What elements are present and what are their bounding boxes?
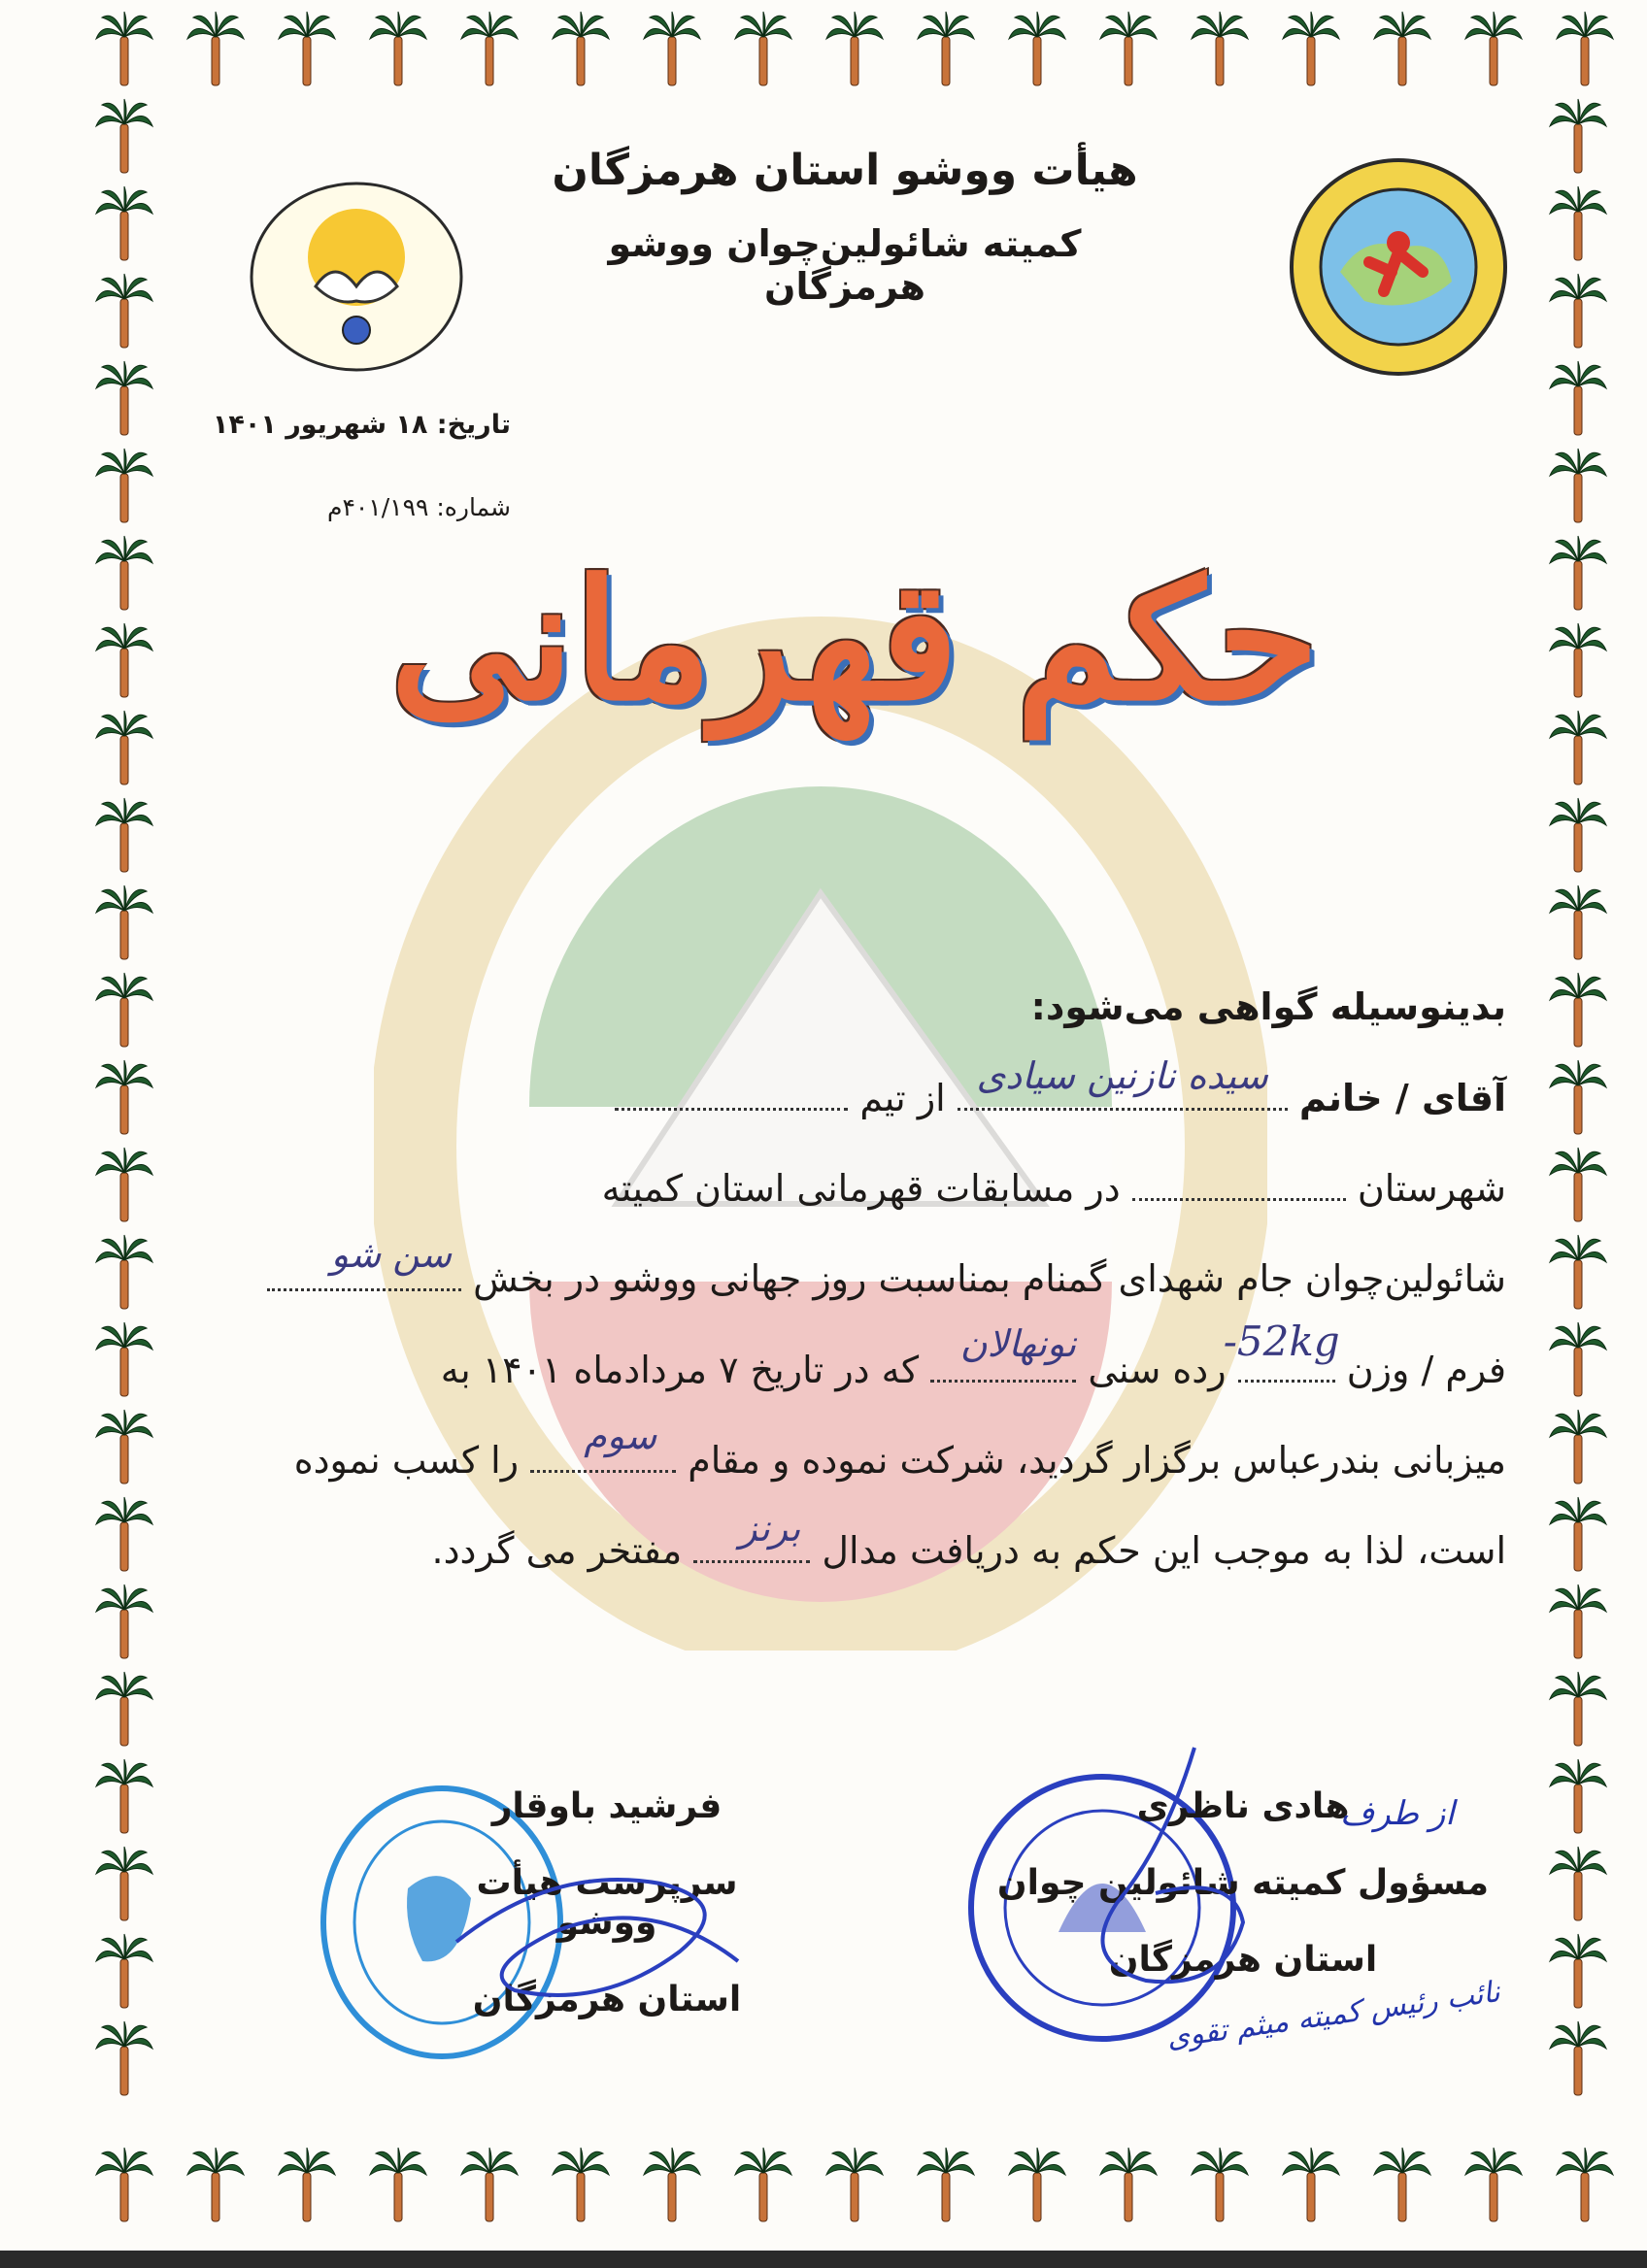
name-field [958,1054,1288,1111]
palm-tree-icon [94,10,154,87]
palm-tree-icon [94,447,154,524]
rank-suffix: را کسب نموده [293,1439,520,1482]
line-medal [431,1507,1506,1572]
palm-tree-icon [1548,534,1608,612]
palm-tree-icon [94,359,154,437]
hormozgan-wushu-logo [1287,155,1510,379]
intro-line: بدینوسیله گواهی می‌شود: [1030,985,1506,1028]
line-name [615,1054,1506,1119]
palm-tree-icon [277,10,337,87]
signer-left-place: استان هرمزگان [472,1980,742,2019]
palm-tree-icon [1548,709,1608,786]
competition-text: در مسابقات قهرمانی استان کمیته [601,1167,1121,1210]
palm-tree-icon [1555,10,1615,87]
weight-value: 52kg- [1223,1317,1340,1365]
city-label: شهرستان [1357,1167,1506,1210]
palm-tree-icon [185,10,246,87]
medal-text: است، لذا به موجب این حکم به دریافت مدال [822,1529,1506,1572]
deputy-signature-note: نائب رئیس کمیته میثم تقوی [1164,1975,1502,2055]
palm-tree-icon [1548,1845,1608,1922]
age-value: نونهالان [959,1322,1077,1365]
signature-right-scribble [1000,1728,1272,2039]
palm-tree-icon [1555,2146,1615,2223]
palm-tree-icon [94,1583,154,1660]
date-text: که در تاریخ ۷ مردادماه ۱۴۰۱ به [440,1349,920,1391]
signer-right-name: هادی ناظری [1136,1786,1350,1826]
palm-tree-icon [1548,1146,1608,1223]
palm-tree-icon [94,272,154,350]
palm-tree-icon [94,884,154,961]
federation-watermark [374,602,1267,1651]
palm-tree-icon [94,1757,154,1835]
palm-tree-icon [94,1408,154,1485]
palm-tree-icon [1463,2146,1524,2223]
signer-left-role: سرپرست هیأت ووشو [476,1863,738,1943]
palm-tree-icon [733,2146,793,2223]
palm-tree-icon [1281,2146,1341,2223]
city-field [1132,1188,1346,1201]
palm-tree-icon [1548,1408,1608,1485]
palm-tree-icon [1548,2019,1608,2097]
palm-tree-icon [1098,2146,1159,2223]
palm-tree-icon [94,971,154,1049]
title-label: آقای / خانم [1298,1077,1506,1119]
palm-tree-icon [94,1845,154,1922]
palm-tree-icon [94,796,154,874]
palm-tree-icon [1190,2146,1250,2223]
palm-tree-icon [94,1495,154,1573]
certificate-title: حکم قهرمانی [389,544,1320,738]
palm-tree-icon [1548,272,1608,350]
palm-tree-icon [1098,10,1159,87]
palm-tree-icon [1548,1058,1608,1136]
rank-value: سوم [584,1415,657,1457]
palm-tree-icon [368,10,428,87]
palm-tree-icon [94,184,154,262]
org-title: هیأت ووشو استان هرمزگان [552,146,1138,195]
palm-tree-icon [1548,97,1608,175]
palm-tree-icon [94,1320,154,1398]
palm-tree-icon [1548,359,1608,437]
issue-date: تاریخ: ۱۸ شهریور ۱۴۰۱ [212,410,511,440]
palm-tree-icon [94,1146,154,1223]
signer-left-name: فرشید باوقار [491,1786,723,1826]
palm-tree-icon [94,1932,154,2010]
signer-right-place: استان هرمزگان [1108,1940,1378,1980]
scan-edge [0,2251,1647,2268]
line-city [601,1167,1506,1210]
line-weight [440,1317,1506,1391]
palm-tree-icon [185,2146,246,2223]
weight-field [1223,1317,1340,1383]
header [544,146,1146,308]
palm-tree-icon [1548,1670,1608,1748]
palm-tree-icon [824,2146,885,2223]
palm-tree-icon [551,2146,611,2223]
palm-tree-icon [1548,447,1608,524]
palm-tree-icon [642,10,702,87]
palm-tree-icon [1548,1932,1608,2010]
palm-tree-icon [94,1233,154,1311]
shaolin-quan-logo [248,180,466,374]
weight-label: فرم / وزن [1346,1349,1506,1391]
palm-tree-icon [1463,10,1524,87]
palm-tree-icon [1548,621,1608,699]
palm-tree-icon [1548,1320,1608,1398]
host-text: میزبانی بندرعباس برگزار گردید، شرکت نموده و مقام [688,1439,1506,1482]
palm-tree-icon [94,1058,154,1136]
line-section [267,1233,1506,1300]
team-label: از تیم [859,1077,946,1119]
palm-tree-icon [459,10,520,87]
palm-tree-icon [1007,10,1067,87]
palm-tree-icon [94,534,154,612]
palm-tree-icon [1548,971,1608,1049]
palm-tree-icon [94,709,154,786]
palm-tree-icon [1372,2146,1432,2223]
signer-right-role: مسؤول کمیته شائولین چوان [996,1863,1490,1903]
section-text: شائولین‌چوان جام شهدای گمنام بمناسبت روز جهانی ووشو در بخش [473,1257,1506,1300]
palm-tree-icon [94,97,154,175]
signature-left-scribble [437,1825,767,2039]
palm-tree-icon [277,2146,337,2223]
palm-tree-icon [459,2146,520,2223]
palm-tree-icon [1548,1757,1608,1835]
palm-tree-icon [1548,1495,1608,1573]
palm-tree-icon [1548,1233,1608,1311]
palm-tree-icon [1281,10,1341,87]
palm-tree-icon [94,621,154,699]
rank-field [530,1415,676,1473]
age-label: رده سنی [1088,1349,1227,1391]
palm-tree-icon [1372,10,1432,87]
palm-tree-icon [733,10,793,87]
medal-suffix: مفتخر می گردد. [431,1529,683,1572]
team-field [615,1098,848,1111]
palm-tree-icon [1548,884,1608,961]
palm-tree-icon [642,2146,702,2223]
on-behalf-note: از طرف [1340,1794,1455,1833]
recipient-name: سیده نازنین سیادی [976,1054,1268,1097]
age-field [930,1322,1077,1383]
reference-number: شماره: ۴۰۱/۱۹۹م [326,493,511,521]
palm-tree-icon [1548,796,1608,874]
palm-tree-icon [94,2019,154,2097]
palm-tree-icon [916,10,976,87]
palm-tree-icon [1548,1583,1608,1660]
palm-tree-icon [1190,10,1250,87]
palm-tree-icon [916,2146,976,2223]
committee-title: کمیته شائولین‌چوان ووشو هرمزگان [608,222,1082,308]
palm-tree-icon [824,10,885,87]
medal-field [693,1507,810,1563]
palm-tree-icon [368,2146,428,2223]
section-field [267,1233,461,1291]
palm-tree-icon [1007,2146,1067,2223]
palm-tree-icon [551,10,611,87]
medal-value: برنز [739,1507,801,1550]
section-value: سن شو [330,1233,453,1276]
line-rank [293,1415,1506,1482]
palm-tree-icon [94,2146,154,2223]
palm-tree-icon [1548,184,1608,262]
palm-tree-icon [94,1670,154,1748]
